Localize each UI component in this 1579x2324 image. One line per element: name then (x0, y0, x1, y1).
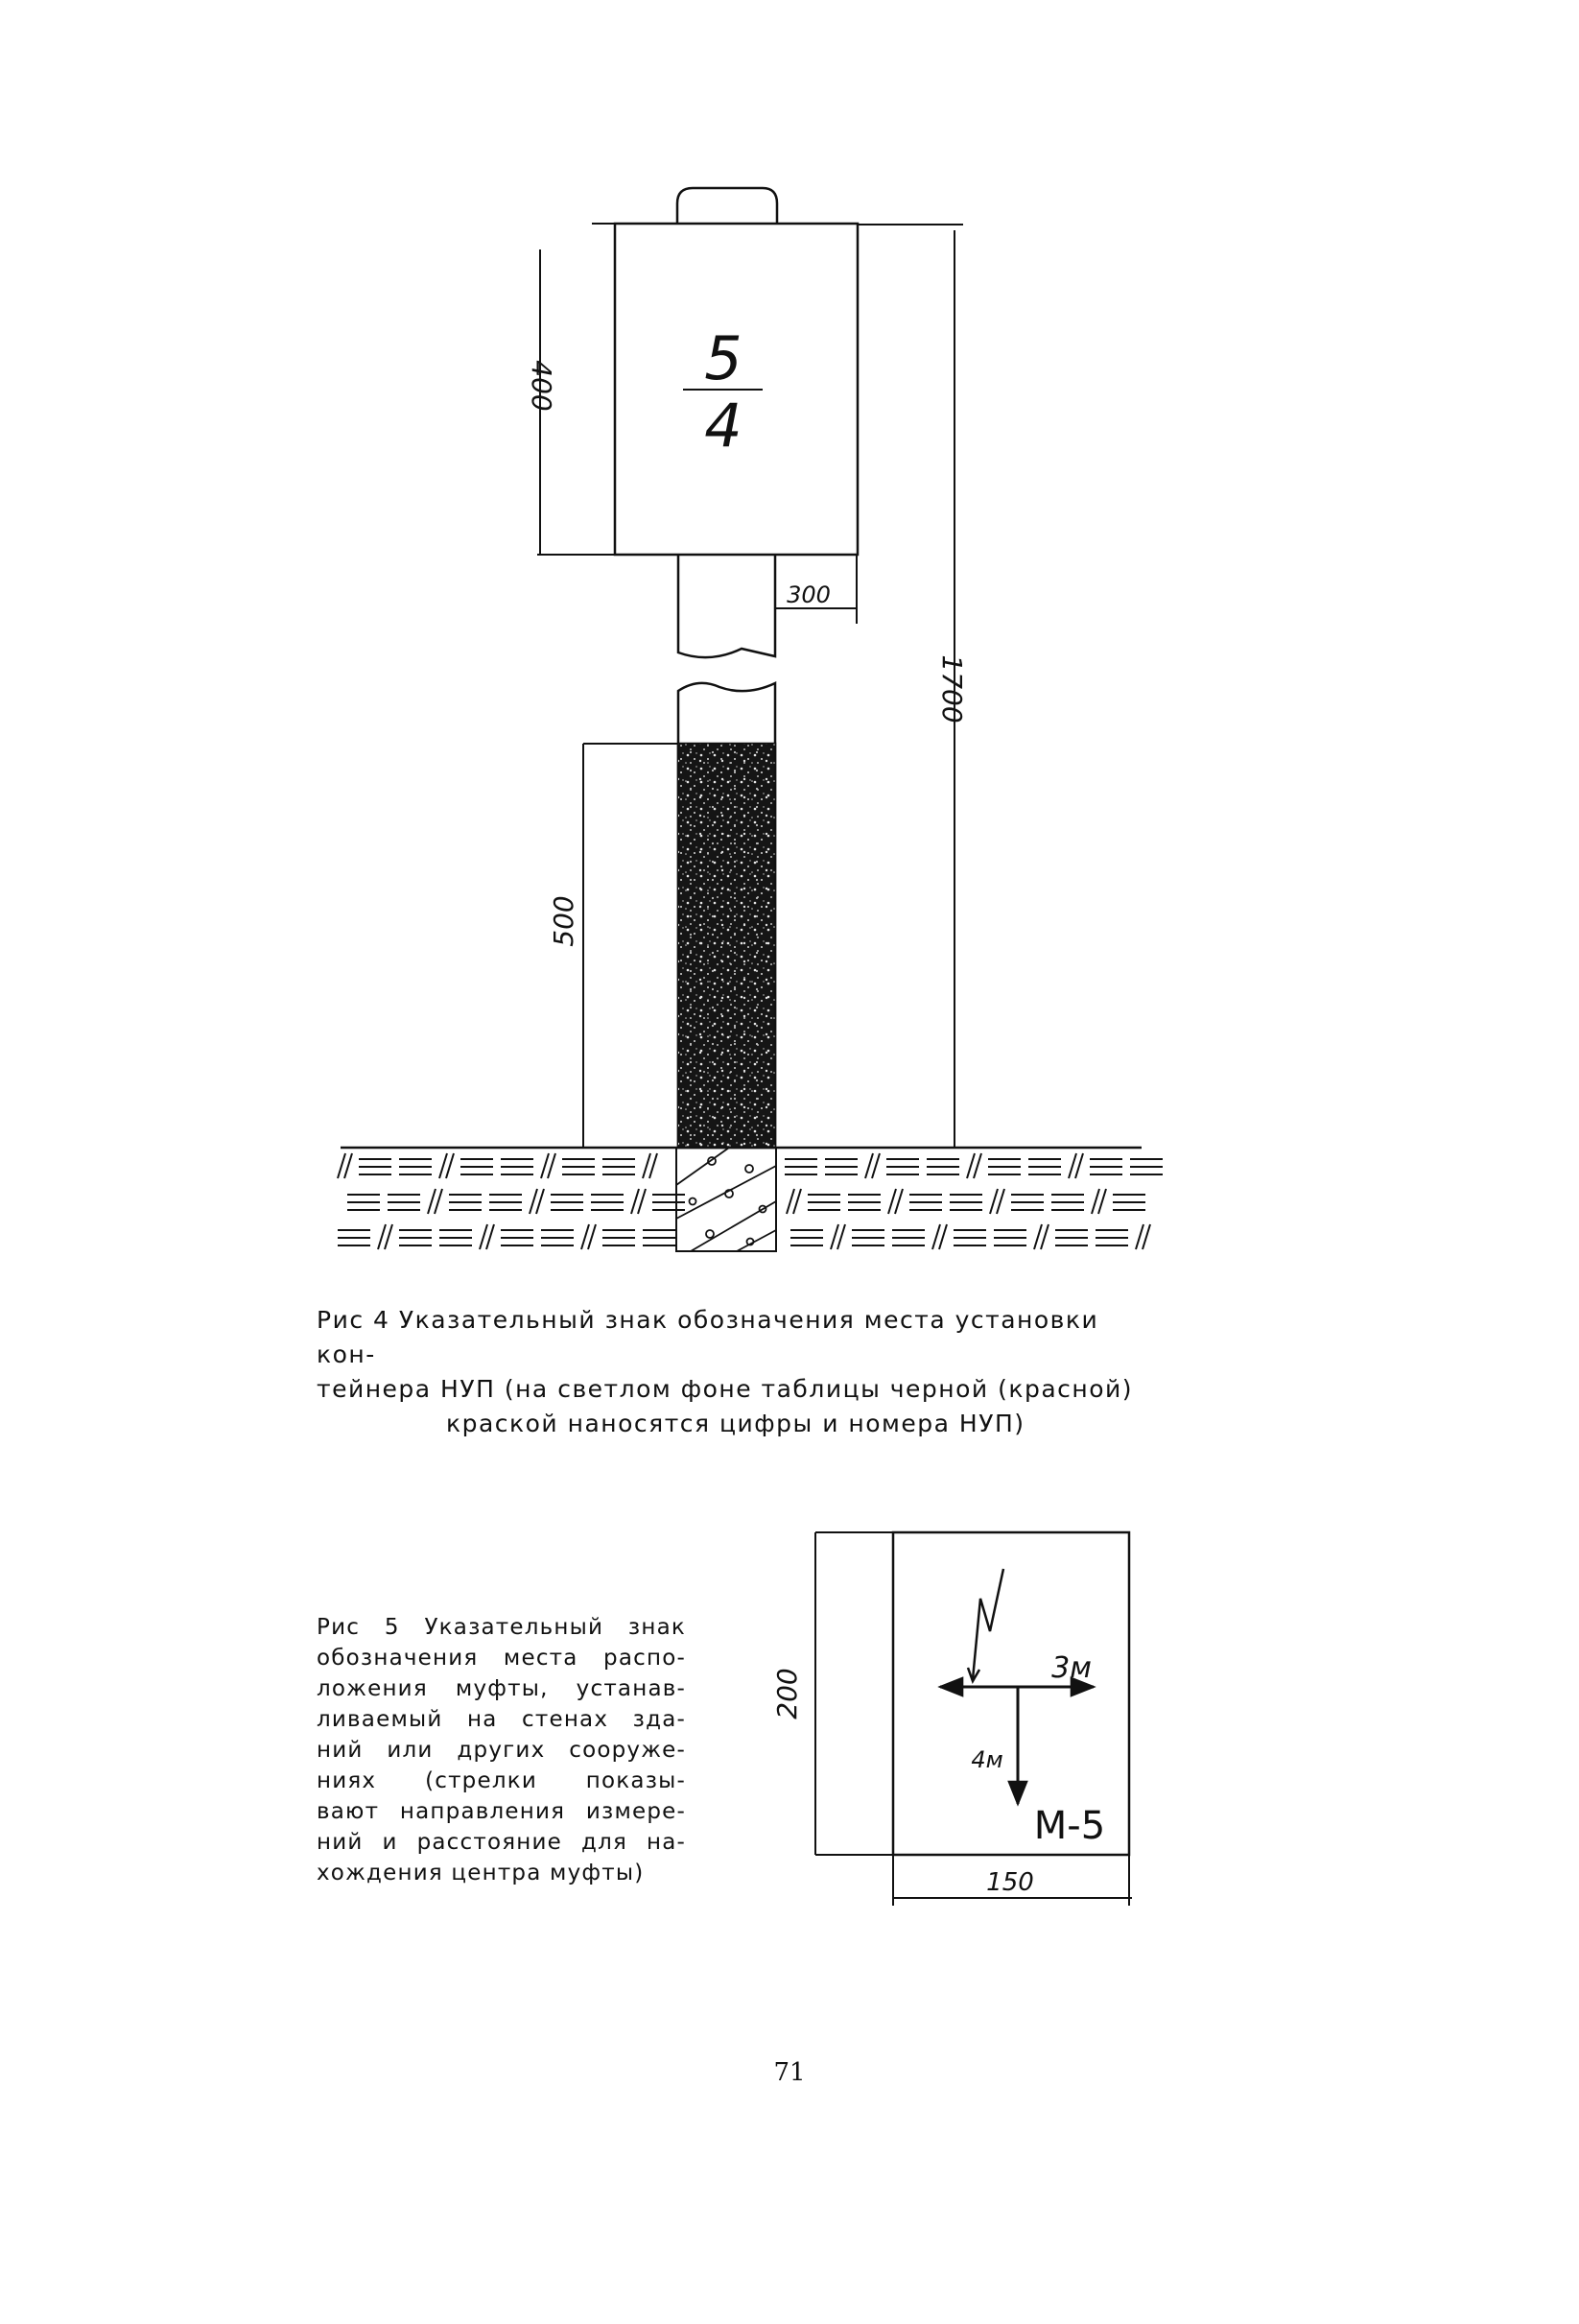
caption5-line-2: обозначения места распо- (317, 1646, 686, 1671)
hatch-stroke (643, 1153, 650, 1178)
hatch-stroke (997, 1189, 1004, 1214)
hatch-stroke (974, 1153, 981, 1178)
hatch-stroke (1092, 1189, 1099, 1214)
figure-4-caption (317, 1303, 1142, 1441)
hatch-stroke (588, 1224, 596, 1249)
hatch-stroke (787, 1189, 794, 1214)
arrow-horizontal-label: 3м (1051, 1651, 1092, 1685)
caption5-line-5: ний или других сооруже- (317, 1738, 686, 1763)
caption5-line-3: ложения муфты, устанав- (317, 1676, 686, 1701)
hatch-stroke (428, 1189, 436, 1214)
hatch-stroke (1098, 1189, 1106, 1214)
hatch-stroke (990, 1189, 998, 1214)
hatch-stroke (541, 1153, 549, 1178)
caption5-line-8: ний и расстояние для на- (317, 1830, 686, 1855)
hatch-stroke (530, 1189, 537, 1214)
hatch-stroke (1069, 1153, 1076, 1178)
caption5-line-1: Рис 5 Указательный знак (317, 1615, 686, 1640)
figure-5-caption (317, 1612, 686, 1888)
sign-top-cap (677, 188, 777, 223)
hatch-stroke (486, 1224, 494, 1249)
hatch-stroke (872, 1153, 880, 1178)
hatch-stroke (837, 1224, 845, 1249)
hatch-stroke (888, 1189, 896, 1214)
figure-5-drawing (815, 1532, 1132, 1906)
post-upper-segment (678, 556, 775, 657)
hatch-stroke (1034, 1224, 1042, 1249)
arrow-vertical-label: 4м (971, 1746, 1003, 1773)
caption5-line-7: вают направления измере- (317, 1799, 686, 1824)
caption5-line-9: хождения центра муфты) (317, 1861, 645, 1885)
hatch-stroke (378, 1224, 386, 1249)
hatch-stroke (480, 1224, 487, 1249)
hatch-stroke (1136, 1224, 1143, 1249)
hatch-stroke (865, 1153, 873, 1178)
dim-height-200: 200 (771, 1668, 803, 1719)
hatch-stroke (536, 1189, 544, 1214)
hatch-stroke (1143, 1224, 1150, 1249)
hatch-stroke (939, 1224, 947, 1249)
hatch-stroke (385, 1224, 392, 1249)
caption4-line-3: краской наносятся цифры и номера НУП) (446, 1410, 1025, 1437)
hatch-stroke (338, 1153, 345, 1178)
hatch-stroke (435, 1189, 442, 1214)
dim-painted-height: 500 (548, 895, 579, 947)
dim-post-width: 300 (787, 581, 831, 608)
hatch-stroke (831, 1224, 838, 1249)
dim-total-height: 1700 (936, 654, 968, 723)
hatch-stroke (649, 1153, 657, 1178)
caption5-line-4: ливаемый на стенах зда- (317, 1707, 686, 1732)
sign-denominator: 4 (704, 391, 742, 461)
hatch-stroke (631, 1189, 639, 1214)
hatch-stroke (446, 1153, 454, 1178)
marker-label: М-5 (1033, 1804, 1106, 1848)
foundation-block (676, 1148, 776, 1251)
ground-hatching (338, 1153, 1163, 1249)
hatch-stroke (793, 1189, 801, 1214)
caption4-line-2: тейнера НУП (на светлом фоне таблицы черной (красной) (317, 1375, 1134, 1403)
caption5-line-6: ниях (стрелки показы- (317, 1768, 686, 1793)
dim-width-150: 150 (986, 1868, 1034, 1897)
hatch-stroke (548, 1153, 555, 1178)
hatch-stroke (581, 1224, 589, 1249)
hatch-stroke (638, 1189, 646, 1214)
sign-numerator: 5 (704, 323, 742, 393)
caption4-line-1: Рис 4 Указательный знак обозначения места установки кон- (317, 1306, 1099, 1368)
hatch-stroke (895, 1189, 903, 1214)
dim-sign-height: 400 (526, 360, 557, 412)
hatch-stroke (439, 1153, 447, 1178)
lightning-icon (973, 1569, 1003, 1679)
hatch-stroke (967, 1153, 975, 1178)
hatch-stroke (1041, 1224, 1049, 1249)
hatch-stroke (932, 1224, 940, 1249)
hatch-stroke (344, 1153, 352, 1178)
page-number: 71 (773, 2058, 806, 2087)
hatch-stroke (1075, 1153, 1083, 1178)
